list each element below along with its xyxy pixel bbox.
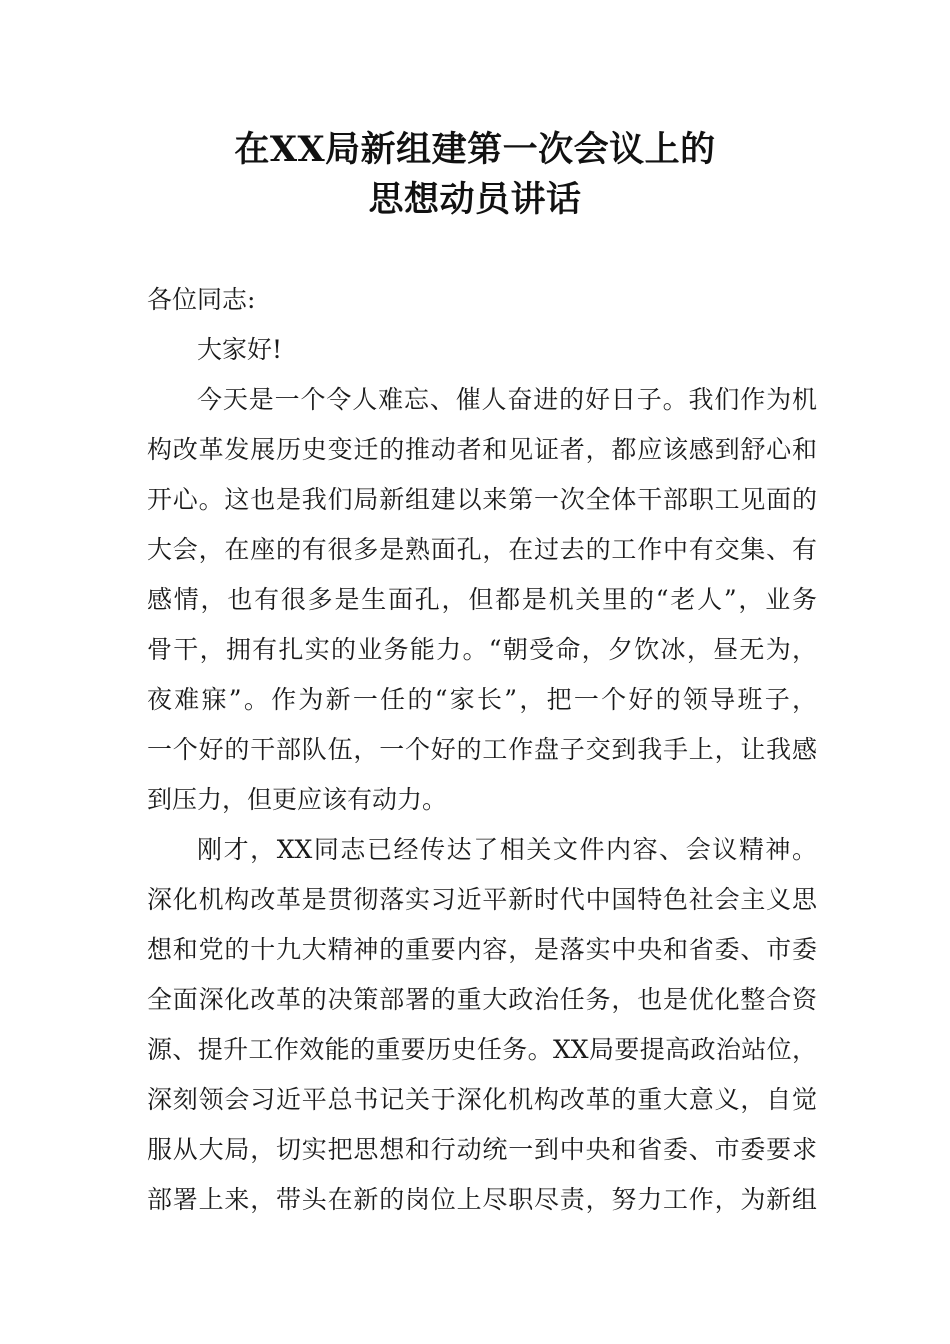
paragraph-line: 深化机构改革是贯彻落实习近平新时代中国特色社会主义思 <box>147 885 817 914</box>
paragraph-line: 到压力，但更应该有动力。 <box>147 785 448 814</box>
paragraph-line: 刚才，XX同志已经传达了相关文件内容、会议精神。 <box>197 835 817 864</box>
paragraph-line: 想和党的十九大精神的重要内容，是落实中央和省委、市委 <box>147 935 817 964</box>
paragraph-line: 夜难寐”。作为新一任的“家长”，把一个好的领导班子， <box>147 685 817 714</box>
document-title-line-1: 在XX局新组建第一次会议上的 <box>234 129 716 170</box>
paragraph-line: 骨干，拥有扎实的业务能力。“朝受命，夕饮冰，昼无为， <box>147 635 817 664</box>
paragraph-line: 构改革发展历史变迁的推动者和见证者，都应该感到舒心和 <box>147 435 817 464</box>
paragraph-line: 部署上来，带头在新的岗位上尽职尽责，努力工作，为新组 <box>147 1185 817 1214</box>
paragraph-line: 服从大局，切实把思想和行动统一到中央和省委、市委要求 <box>147 1135 817 1164</box>
greeting: 大家好! <box>197 335 283 364</box>
paragraph-line: 全面深化改革的决策部署的重大政治任务，也是优化整合资 <box>147 985 817 1014</box>
paragraph-line: 感情，也有很多是生面孔，但都是机关里的“老人”，业务 <box>147 585 817 614</box>
paragraph-line: 深刻领会习近平总书记关于深化机构改革的重大意义，自觉 <box>147 1085 817 1114</box>
document-title-line-2: 思想动员讲话 <box>368 179 582 220</box>
paragraph-line: 开心。这也是我们局新组建以来第一次全体干部职工见面的 <box>147 485 817 514</box>
paragraph-line: 大会，在座的有很多是熟面孔，在过去的工作中有交集、有 <box>147 535 817 564</box>
paragraph-line: 今天是一个令人难忘、催人奋进的好日子。我们作为机 <box>197 385 817 414</box>
paragraph-line: 一个好的干部队伍，一个好的工作盘子交到我手上，让我感 <box>147 735 817 764</box>
salutation: 各位同志: <box>147 285 256 314</box>
paragraph-line: 源、提升工作效能的重要历史任务。XX局要提高政治站位， <box>147 1035 817 1064</box>
